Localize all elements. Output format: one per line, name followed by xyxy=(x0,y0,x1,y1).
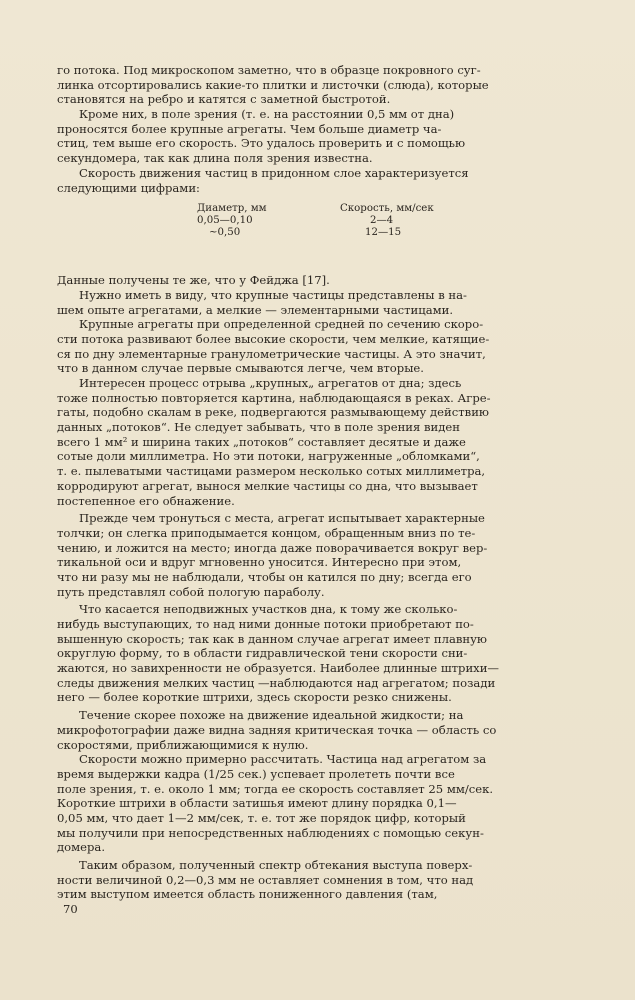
text-line: ся по дну элементарные гранулометрические частицы. А это значит, xyxy=(57,346,486,361)
text-line: Короткие штрихи в области затишья имеют длину порядка 0,1— xyxy=(57,796,457,811)
text-line: него — более короткие штрихи, здесь скорости резко снижены. xyxy=(57,690,452,705)
text-line: становятся на ребро и катятся с заметной быстротой. xyxy=(57,92,391,107)
text-line: что ни разу мы не наблюдали, чтобы он катился по дну; всегда его xyxy=(57,569,472,584)
text-line: данных „потоков“. Не следует забывать, что в поле зрения виден xyxy=(57,420,461,435)
text-line: время выдержки кадра (1/25 сек.) успевает пролететь почти все xyxy=(57,766,455,781)
text-line: линка отсортировались какие-то плитки и листочки (слюда), которые xyxy=(57,77,489,92)
paragraph xyxy=(57,273,568,288)
text-line: толчки; он слегка приподымается концом, обращенным вниз по те- xyxy=(57,525,476,540)
paragraph xyxy=(57,166,568,195)
text-line: проносятся более крупные агрегаты. Чем больше диаметр ча- xyxy=(57,121,442,136)
speed-table xyxy=(57,203,568,257)
paragraph xyxy=(57,107,568,166)
text-line: что в данном случае первые смываются легче, чем вторые. xyxy=(57,361,424,376)
text-line: Нужно иметь в виду, что крупные частицы представлены в на- xyxy=(79,287,467,302)
table-cell-speed: 12—15 xyxy=(365,227,402,239)
paragraph xyxy=(57,708,568,752)
page-number: 70 xyxy=(63,902,78,916)
text-line: го потока. Под микроскопом заметно, что в образце покровного суг- xyxy=(57,63,481,77)
speed-column xyxy=(340,203,434,239)
body-text xyxy=(57,63,568,902)
table-cell-diameter: 0,05—0,10 xyxy=(197,215,253,227)
text-line: мы получили при непосредственных наблюдениях с помощью секун- xyxy=(57,825,484,840)
table-cell-diameter: ~0,50 xyxy=(209,227,241,239)
text-line: тикальной оси и вдруг мгновенно уносится. Интересно при этом, xyxy=(57,555,462,570)
text-line: Течение скорее похоже на движение идеальной жидкости; на xyxy=(79,708,464,723)
text-line: округлую форму, то в области гидравлической тени скорости сни- xyxy=(57,646,468,661)
table-header-speed: Скорость, мм/сек xyxy=(340,203,434,215)
diameter-column xyxy=(197,203,267,239)
text-line: Таким образом, полученный спектр обтекания выступа поверх- xyxy=(79,858,473,872)
text-line: постепенное его обнажение. xyxy=(57,493,235,508)
paragraph xyxy=(57,752,568,855)
table-cell-speed: 2—4 xyxy=(370,215,394,227)
text-line: Скорости можно примерно рассчитать. Частица над агрегатом за xyxy=(79,752,487,767)
text-line: сотые доли миллиметра. Но эти потоки, нагруженные „обломками“, xyxy=(57,449,480,464)
text-line: нибудь выступающих, то над ними донные потоки приобретают по- xyxy=(57,617,474,631)
text-line: микрофотографии даже видна задняя критическая точка — область со xyxy=(57,722,497,737)
text-line: гаты, подобно скалам в реке, подвергаются размывающему действию xyxy=(57,405,490,420)
text-line: тоже полностью повторяется картина, наблюдающаяся в реках. Агре- xyxy=(57,390,491,405)
text-line: стиц, тем выше его скорость. Это удалось проверить и с помощью xyxy=(57,136,466,151)
text-line: 0,05 мм, что дает 1—2 мм/сек, т. е. тот же порядок цифр, который xyxy=(57,810,466,825)
text-line: Что касается неподвижных участков дна, к тому же сколько- xyxy=(79,602,458,617)
text-line: Крупные агрегаты при определенной средней по сечению скоро- xyxy=(79,317,484,332)
text-line: поле зрения, т. е. около 1 мм; тогда ее скорость составляет 25 мм/сек. xyxy=(57,781,494,796)
text-line: Кроме них, в поле зрения (т. е. на расстоянии 0,5 мм от дна) xyxy=(79,107,455,122)
paragraph xyxy=(57,858,568,902)
text-line: следующими цифрами: xyxy=(57,180,200,195)
text-line: Прежде чем тронуться с места, агрегат испытывает характерные xyxy=(79,511,485,526)
text-line: Скорость движения частиц в придонном слое характеризуется xyxy=(79,165,469,180)
text-line: Интересен процесс отрыва „крупных„ агрегатов от дна; здесь xyxy=(79,376,462,390)
text-line: т. е. пылеватыми частицами размером несколько сотых миллиметра, xyxy=(57,464,486,479)
text-line: следы движения мелких частиц —наблюдаются над агрегатом; позади xyxy=(57,675,496,690)
text-line: шем опыте агрегатами, а мелкие — элементарными частицами. xyxy=(57,302,454,317)
text-line: путь представлял собой пологую параболу. xyxy=(57,584,325,599)
text-line: всего 1 мм² и ширина таких „потоков“ составляет десятые и даже xyxy=(57,434,466,449)
text-line: этим выступом имеется область пониженного давления (там, xyxy=(57,887,438,902)
text-line: скоростями, приближающимися к нулю. xyxy=(57,737,309,752)
text-line: корродируют агрегат, вынося мелкие частицы со дна, что вызывает xyxy=(57,478,478,493)
text-line: жаются, но завихренности не образуется. Наиболее длинные штрихи— xyxy=(57,661,500,676)
text-line: Данные получены те же, что у Фейджа [17]. xyxy=(57,273,330,288)
paragraph xyxy=(57,511,568,599)
paragraph xyxy=(57,602,568,705)
text-line: вышенную скорость; так как в данном случае агрегат имеет плавную xyxy=(57,631,488,646)
table-header-diameter: Диаметр, мм xyxy=(197,203,267,215)
paragraph xyxy=(57,376,568,508)
text-line: секундомера, так как длина поля зрения известна. xyxy=(57,151,373,166)
text-line: домера. xyxy=(57,840,106,855)
text-line: ности величиной 0,2—0,3 мм не оставляет сомнения в том, что над xyxy=(57,872,474,887)
paragraph xyxy=(57,63,568,107)
text-line: чению, и ложится на место; иногда даже поворачивается вокруг вер- xyxy=(57,540,488,555)
paragraph xyxy=(57,317,568,376)
paragraph xyxy=(57,288,568,317)
text-line: сти потока развивают более высокие скорости, чем мелкие, катящие- xyxy=(57,331,490,346)
